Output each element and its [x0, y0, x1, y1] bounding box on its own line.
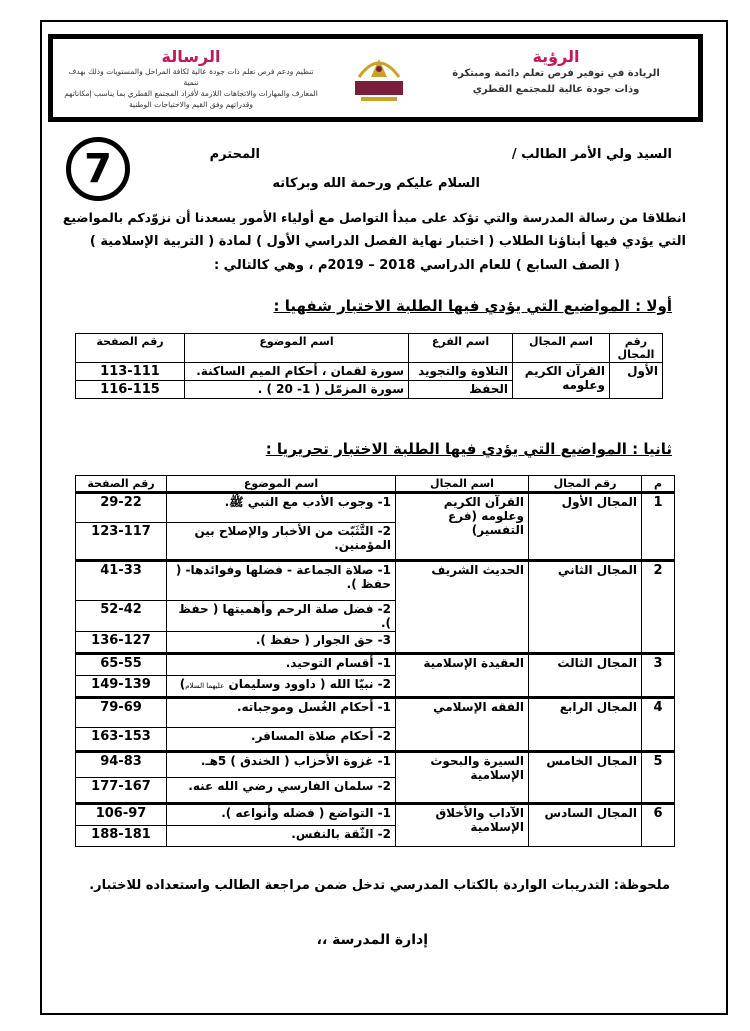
header-cell: رقم الصفحة: [76, 476, 167, 493]
page-range-cell: 65-55: [76, 654, 167, 676]
honorific: المحترم: [209, 147, 260, 162]
header-cell: اسم المجال: [513, 334, 610, 363]
intro-line-1: انطلاقا من رسالة المدرسة والتي تؤكد على مبدأ التواصل مع أولياء الأمور يسعدنا أن نزوّدكم بالمواضيع: [62, 210, 686, 225]
row-index-cell: 3: [642, 654, 675, 698]
row-index-cell: 1: [642, 493, 675, 561]
mission-line: المعارف والمهارات والاتجاهات اللازمة لأفراد المجتمع القطري بما يناسب إمكاناتهم: [64, 89, 318, 98]
vision-line: الريادة في توفير فرص تعلم دائمة ومبتكرة: [452, 68, 660, 79]
mission-block: [61, 47, 321, 110]
topic-cell: [167, 676, 396, 698]
table-header-row: [76, 334, 663, 363]
row-index-cell: 4: [642, 698, 675, 752]
page-range-cell: 52-42: [76, 601, 167, 632]
topic-cell: 2- التَّثَبّت من الأخبار والإصلاح بين المؤمنين.: [167, 523, 396, 561]
page-range-cell: 106-97: [76, 804, 167, 826]
intro-line-3: ( الصف السابع ) للعام الدراسي 2018 – 2019م ، وهي كالتالي :: [213, 258, 620, 273]
topic-cell: 2- أحكام صلاة المسافر.: [167, 728, 396, 752]
mission-line: تنظيم ودعم فرص تعلم ذات جودة عالية لكافة المراحل والمستويات وذلك بهدف تنمية: [68, 67, 314, 87]
topic-cell: 1- صلاة الجماعة - فضلها وفوائدها- ( حفظ ).: [167, 561, 396, 601]
domain-name-cell: الحديث الشريف: [396, 561, 529, 654]
table-row: [76, 363, 663, 381]
page-range-cell: 188-181: [76, 826, 167, 847]
topic-cell: 1- أقسام التوحيد.: [167, 654, 396, 676]
mission-line: وقدراتهم وفق القيم والاحتياجات الوطنية: [129, 100, 253, 109]
header-banner: [48, 34, 703, 122]
domain-number-cell: المجال الثاني: [529, 561, 642, 654]
header-cell: اسم الموضوع: [167, 476, 396, 493]
oral-topics-table: [75, 333, 663, 399]
ministry-logo-icon: [349, 47, 409, 107]
row-index-cell: 2: [642, 561, 675, 654]
row-index-cell: 5: [642, 752, 675, 804]
page-range-cell: 149-139: [76, 676, 167, 698]
domain-number-cell: المجال السادس: [529, 804, 642, 847]
row-index-cell: 6: [642, 804, 675, 847]
header-cell: اسم المجال: [396, 476, 529, 493]
vision-title: الرؤية: [532, 47, 580, 66]
topic-text: 2- نبيّا الله ( داوود وسليمان: [228, 677, 391, 691]
header-cell: رقم المجال: [529, 476, 642, 493]
branch-cell: الحفظ: [409, 381, 513, 399]
topic-cell: 1- التواضع ( فضله وأنواعه ).: [167, 804, 396, 826]
domain-name-cell: القرآن الكريم وعلومه (فرع التفسير): [396, 493, 529, 561]
page-range-cell: 29-22: [76, 493, 167, 523]
table-row: [76, 493, 675, 523]
domain-name-cell: الآداب والأخلاق الإسلامية: [396, 804, 529, 847]
greeting: السلام عليكم ورحمة الله وبركاته: [272, 176, 480, 191]
table-row: [76, 654, 675, 676]
page-range-cell: 136-127: [76, 632, 167, 654]
table-row: [76, 561, 675, 601]
document-number: 7: [66, 137, 130, 201]
table-row: [76, 804, 675, 826]
signature: إدارة المدرسة ،،: [316, 932, 428, 948]
topic-text-end: ): [179, 677, 186, 691]
header-cell: رقم الصفحة: [76, 334, 185, 363]
vision-line: وذات جودة عالية للمجتمع القطري: [472, 84, 640, 95]
domain-number-cell: المجال الخامس: [529, 752, 642, 804]
header-cell: اسم الموضوع: [185, 334, 409, 363]
note: ملحوظة: التدريبات الواردة بالكتاب المدرسي تدخل ضمن مراجعة الطالب واستعداده للاختبار.: [89, 878, 670, 893]
domain-number-cell: المجال الثالث: [529, 654, 642, 698]
page-range-cell: 41-33: [76, 561, 167, 601]
domain-number-cell: المجال الرابع: [529, 698, 642, 752]
table-header-row: [76, 476, 675, 493]
addressee: السيد ولي الأمر الطالب /: [511, 147, 672, 162]
header-cell: رقم المجال: [610, 334, 663, 363]
domain-name-cell: العقيدة الإسلامية: [396, 654, 529, 698]
page-range-cell: 177-167: [76, 778, 167, 804]
table-row: [76, 752, 675, 778]
header-cell: اسم الفرع: [409, 334, 513, 363]
vision-block: [426, 47, 686, 98]
topic-cell: 2- فضل صلة الرحم وأهميتها ( حفظ ).: [167, 601, 396, 632]
topic-cell: 1- أحكام الغُسل وموجباته.: [167, 698, 396, 728]
topic-cell: 1- وجوب الأدب مع النبي ﷺ.: [167, 493, 396, 523]
table-row: [76, 698, 675, 728]
page-range-cell: 163-153: [76, 728, 167, 752]
topic-cell: 3- حق الجوار ( حفظ ).: [167, 632, 396, 654]
page-range-cell: 116-115: [76, 381, 185, 399]
mission-title: الرسالة: [161, 47, 221, 66]
topic-cell: 1- غزوة الأحزاب ( الخندق ) 5هـ.: [167, 752, 396, 778]
page-range-cell: 94-83: [76, 752, 167, 778]
domain-name-cell: السيرة والبحوث الإسلامية: [396, 752, 529, 804]
topic-cell: 2- سلمان الفارسي رضي الله عنه.: [167, 778, 396, 804]
intro-line-2: التي يؤدي فيها أبناؤنا الطلاب ( اختبار نهاية الفصل الدراسي الأول ) لمادة ( التربية الإسلامية ): [89, 234, 686, 249]
domain-name-cell: القرآن الكريم وعلومه: [513, 363, 610, 399]
page-range-cell: 79-69: [76, 698, 167, 728]
topic-cell: 2- الثّقة بالنفس.: [167, 826, 396, 847]
written-section-title: ثانيا : المواضيع التي يؤدي فيها الطلبة الاختبار تحريريا :: [265, 440, 672, 458]
branch-cell: التلاوة والتجويد: [409, 363, 513, 381]
domain-name-cell: الفقه الإسلامي: [396, 698, 529, 752]
header-cell: م: [642, 476, 675, 493]
oral-section-title: أولا : المواضيع التي يؤدي فيها الطلبة الاختبار شفهيا :: [273, 297, 672, 315]
domain-number-cell: الأول: [610, 363, 663, 399]
domain-number-cell: المجال الأول: [529, 493, 642, 561]
page-range-cell: 113-111: [76, 363, 185, 381]
topic-cell: سورة لقمان ، أحكام الميم الساكنة.: [185, 363, 409, 381]
honorific-small-text: عليهما السلام: [185, 682, 225, 690]
written-topics-table: [75, 475, 675, 847]
page-range-cell: 123-117: [76, 523, 167, 561]
topic-cell: سورة المزمّل ( 1- 20 ) .: [185, 381, 409, 399]
